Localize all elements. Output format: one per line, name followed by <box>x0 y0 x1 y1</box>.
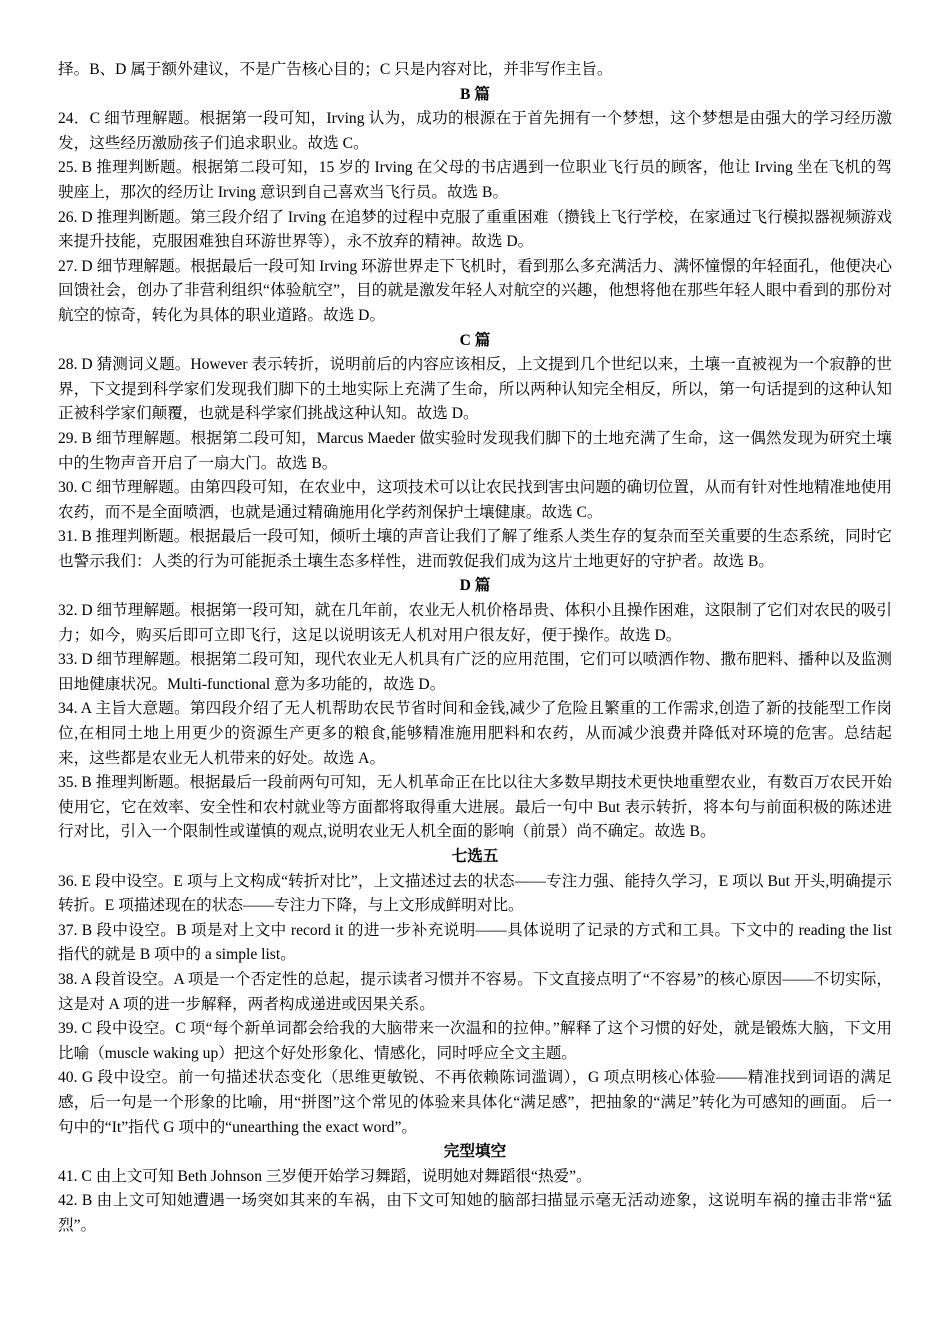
answer-item: 31. B 推理判断题。根据最后一段可知，倾听土壤的声音让我们了解了维系人类生存的复杂而至关重要的生态系统，同时它也警示我们：人类的行为可能扼杀土壤生态多样性，进而敦促我们成为这片土地更好的守护者。故选 B。 <box>58 528 892 570</box>
answer-item: 35. B 推理判断题。根据最后一段前两句可知，无人机革命正在比以往大多数早期技术更快地重塑农业，有数百万农民开始使用它，它在效率、安全性和农村就业等方面都将取得重大进展。最后一句中 But 表示转折，将本句与前面积极的陈述进行对比，引入一个限制性或谨慎的观点,说明农业无人机全面的影响（前景）尚不确定。故选 B。 <box>58 774 892 841</box>
section-heading: 完型填空 <box>443 1143 507 1161</box>
answer-item: 37. B 段中设空。B 项是对上文中 record it 的进一步补充说明——具体说明了记录的方式和工具。下文中的 reading the list 指代的就是 B 项中的 a simple list。 <box>58 921 892 964</box>
answer-item: 39. C 段中设空。C 项“每个新单词都会给我的大脑带来一次温和的拉伸。”解释了这个习惯的好处，就是锻炼大脑，下文用比喻（muscle waking up）把这个好处形象化、情感化，同时呼应全文主题。 <box>58 1020 892 1062</box>
answer-item: 24．C 细节理解题。根据第一段可知，Irving 认为，成功的根源在于首先拥有一个梦想，这个梦想是由强大的学习经历激发，这些经历激励孩子们追求职业。故选 C。 <box>58 110 892 152</box>
answer-item: 25. B 推理判断题。根据第二段可知，15 岁的 Irving 在父母的书店遇到一位职业飞行员的顾客，他让 Irving 坐在飞机的驾驶座上，那次的经历让 Irving 意识到自己喜欢当飞行员。故选 B。 <box>58 159 892 201</box>
answer-item: 29. B 细节理解题。根据第二段可知，Marcus Maeder 做实验时发现我们脚下的土地充满了生命，这一偶然发现为研究土壤中的生物声音开启了一扇大门。故选 B。 <box>58 429 892 472</box>
answer-item: 27. D 细节理解题。根据最后一段可知 Irving 环游世界走下飞机时，看到那么多充满活力、满怀憧憬的年轻面孔，他便决心回馈社会，创办了非营利组织“体验航空”，目的就是激发年轻人对航空的兴趣，他想将他在那些年轻人眼中看到的那份对航空的惊奇，转化为具体的职业道路。故选 D。 <box>58 257 892 324</box>
paragraph: 择。B、D 属于额外建议，不是广告核心目的；C 只是内容对比，并非写作主旨。 <box>58 61 613 78</box>
answer-item: 28. D 猜测词义题。However 表示转折，说明前后的内容应该相反，上文提到几个世纪以来，土壤一直被视为一个寂静的世界，下文提到科学家们发现我们脚下的土地实际上充满了生命，所以两种认知完全相反，所以，第一句话提到的这种认知正被科学家们颠覆，也就是科学家们挑战这种认知。故选 D。 <box>58 356 892 423</box>
answer-item: 42. B 由上文可知她遭遇一场突如其来的车祸，由下文可知她的脑部扫描显示毫无活动迹象，这说明车祸的撞击非常“猛烈”。 <box>58 1192 892 1234</box>
answer-item: 36. E 段中设空。E 项与上文构成“转折对比”，上文描述过去的状态——专注力强、能持久学习，E 项以 But 开头,明确提示转折。E 项描述现在的状态——专注力下降，与上文形成鲜明对比。 <box>58 872 892 915</box>
section-heading: B 篇 <box>460 85 490 103</box>
answer-item: 41. C 由上文可知 Beth Johnson 三岁便开始学习舞蹈，说明她对舞蹈很“热爱”。 <box>58 1167 592 1185</box>
answer-item: 32. D 细节理解题。根据第一段可知，就在几年前，农业无人机价格昂贵、体积小且操作困难，这限制了它们对农民的吸引力；如今，购买后即可立即飞行，这足以说明该无人机对用户很友好，便于操作。故选 D。 <box>58 602 892 644</box>
section-heading: C 篇 <box>459 331 491 349</box>
section-heading: 七选五 <box>451 848 499 865</box>
answer-item: 26. D 推理判断题。第三段介绍了 Irving 在追梦的过程中克服了重重困难（攒钱上飞行学校，在家通过飞行模拟器视频游戏来提升技能，克服困难独自环游世界等），永不放弃的精神。故选 D。 <box>58 208 892 251</box>
answer-item: 30. C 细节理解题。由第四段可知，在农业中，这项技术可以让农民找到害虫问题的确切位置，从而有针对性地精准地使用农药，而不是全面喷洒，也就是通过精确施用化学药剂保护土壤健康。故选 C。 <box>58 479 892 521</box>
section-heading: D 篇 <box>459 577 491 595</box>
answer-item: 34. A 主旨大意题。第四段介绍了无人机帮助农民节省时间和金钱,减少了危险且繁重的工作需求,创造了新的技能型工作岗位,在相同土地上用更少的资源生产更多的粮食,能够精准施用肥料和农药，从而减少浪费并降低对环境的危害。总结起来，这些都是农业无人机带来的好处。故选 A。 <box>58 700 892 767</box>
answer-item: 33. D 细节理解题。根据第二段可知，现代农业无人机具有广泛的应用范围，它们可以喷洒作物、撒布肥料、播种以及监测田地健康状况。Multi-functional 意为多功能的，故选 D。 <box>58 651 892 693</box>
answer-item: 38. A 段首设空。A 项是一个否定性的总起，提示读者习惯并不容易。下文直接点明了“不容易”的核心原因——不切实际，这是对 A 项的进一步解释，两者构成递进或因果关系。 <box>58 970 892 1013</box>
answer-item: 40. G 段中设空。前一句描述状态变化（思维更敏锐、不再依赖陈词滥调），G 项点明核心体验——精准找到词语的满足感，后一句是一个形象的比喻，用“拼图”这个常见的体验来具体化“满足感”，把抽象的“满足”转化为可感知的画面。 后一句中的“It”指代 G 项中的“unearthing the exact word”。 <box>58 1069 892 1136</box>
